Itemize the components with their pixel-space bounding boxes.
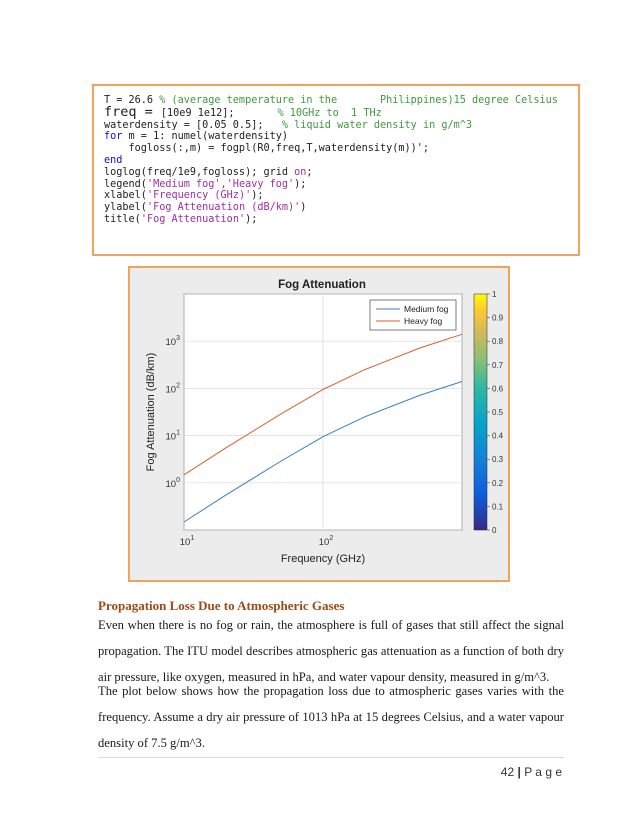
section-heading: Propagation Loss Due to Atmospheric Gases bbox=[98, 598, 345, 613]
code-line-6: end bbox=[104, 154, 123, 166]
colorbar-tick-label: 0.4 bbox=[492, 431, 504, 441]
code-line-2: freq = [10e9 1e12]; % 10GHz to 1 THz bbox=[104, 103, 382, 120]
colorbar-tick-label: 0.5 bbox=[492, 408, 504, 417]
fog-attenuation-figure bbox=[128, 266, 510, 582]
paragraph-plot-description: The plot below shows how the propagation loss due to atmospheric gases varies with the frequency. Assume a dry air pressure of 1013 hPa at 15 degrees Celsius, and a water vapour density of 7.5 g/m^3. bbox=[98, 684, 564, 750]
code-line-10: ylabel('Fog Attenuation (dB/km)') bbox=[104, 202, 307, 214]
chart-title: Fog Attenuation bbox=[278, 279, 366, 291]
code-line-7: loglog(freq/1e9,fogloss); grid on; bbox=[104, 166, 313, 178]
y-tick-label: $10^2$ bbox=[165, 382, 180, 396]
chart-legend bbox=[370, 300, 456, 330]
page-footer bbox=[501, 765, 562, 779]
colorbar-tick-label: 0.8 bbox=[492, 337, 504, 347]
page-label: P a g e bbox=[524, 765, 562, 779]
code-line-1: T = 26.6 % (average temperature in the Philippines)15 degree Celsius bbox=[104, 95, 558, 106]
y-tick-label: $10^3$ bbox=[165, 335, 180, 349]
colorbar-tick-label: 0.7 bbox=[492, 360, 504, 370]
colorbar-tick-label: 0.3 bbox=[492, 455, 504, 465]
legend-label-medium: Medium fog bbox=[404, 304, 449, 314]
code-line-5: fogloss(:,m) = fogpl(R0,freq,T,waterdensity(m))'; bbox=[104, 143, 430, 155]
colorbar-tick-label: 0.6 bbox=[492, 384, 504, 394]
colorbar-tick-label: 0.1 bbox=[492, 502, 504, 512]
colorbar-tick-labels bbox=[487, 290, 504, 535]
x-tick-label: $10^2$ bbox=[318, 535, 334, 548]
page-number: 42 bbox=[500, 765, 515, 779]
footer-separator: | bbox=[517, 765, 521, 779]
code-line-3: waterdensity = [0.05 0.5]; % liquid water density in g/m^3 bbox=[104, 119, 473, 131]
y-tick-label: $10^0$ bbox=[165, 476, 180, 490]
code-line-4: for m = 1: numel(waterdensity) bbox=[104, 131, 289, 143]
colorbar bbox=[474, 294, 487, 530]
matlab-code-block bbox=[92, 84, 580, 256]
code-line-11: title('Fog Attenuation'); bbox=[104, 213, 258, 225]
code-text bbox=[104, 95, 558, 226]
colorbar-tick-label: 0.2 bbox=[492, 478, 504, 488]
y-axis-label: Fog Attenuation (dB/km) bbox=[145, 352, 157, 472]
y-tick-label: $10^1$ bbox=[165, 429, 180, 443]
fog-attenuation-chart bbox=[130, 268, 508, 580]
colorbar-tick-label: 1 bbox=[492, 290, 497, 299]
colorbar-tick-label: 0 bbox=[492, 526, 497, 535]
code-line-8: legend('Medium fog','Heavy fog'); bbox=[104, 178, 307, 190]
footer-divider bbox=[98, 757, 564, 758]
code-line-9: xlabel('Frequency (GHz)'); bbox=[104, 190, 264, 202]
x-axis-label: Frequency (GHz) bbox=[280, 553, 366, 565]
x-tick-label: $10^1$ bbox=[179, 535, 195, 548]
legend-label-heavy: Heavy fog bbox=[404, 316, 443, 326]
paragraph-atmospheric-gases: Even when there is no fog or rain, the atmosphere is full of gases that still affect the signal propagation. The ITU model describes atmospheric gas attenuation as a function of both dry air pressure, like oxygen, measured in hPa, and water vapour density, measured in g/m^3. bbox=[98, 618, 564, 684]
colorbar-tick-label: 0.9 bbox=[492, 313, 504, 323]
